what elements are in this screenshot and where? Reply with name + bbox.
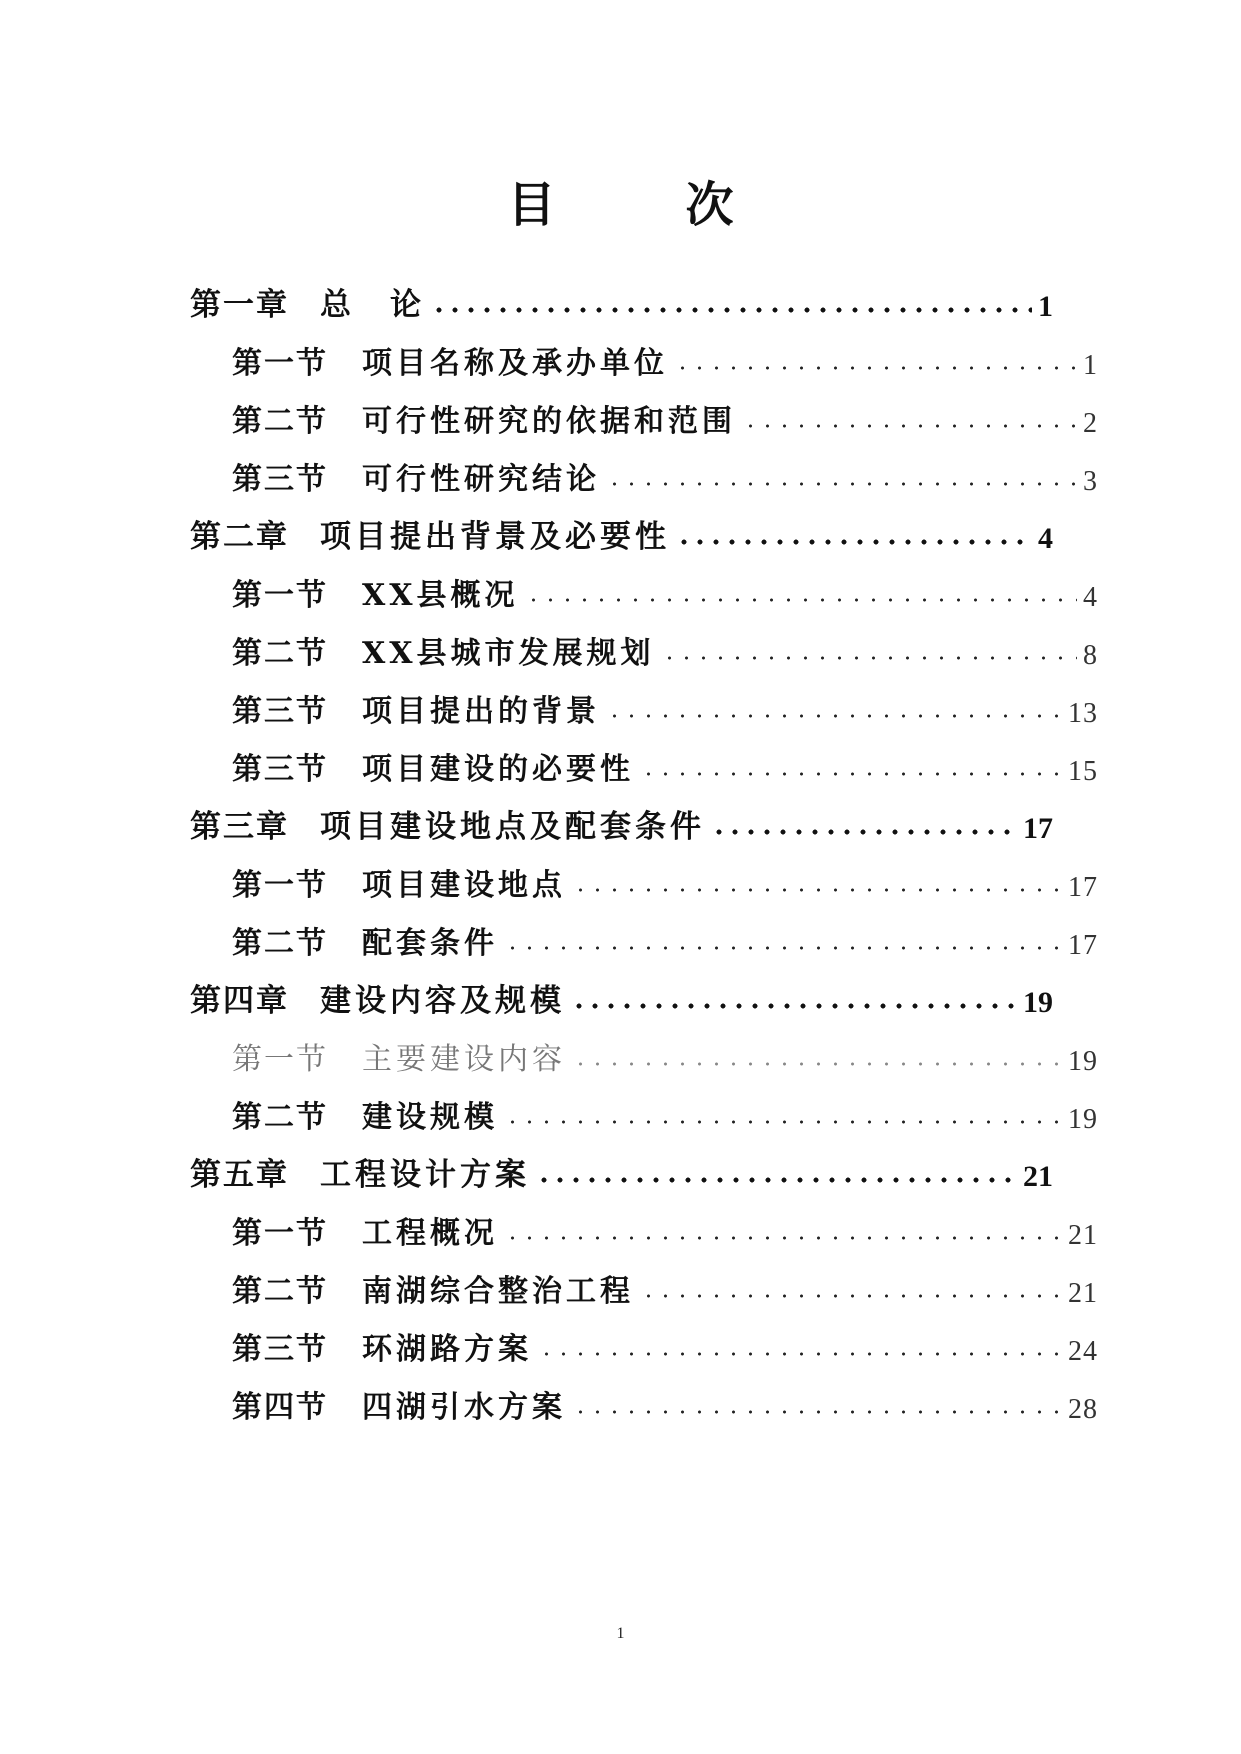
toc-entry-page-number: 17 xyxy=(1023,812,1053,845)
toc-dot-leader xyxy=(538,1349,1062,1359)
toc-entry-label: 第三节 xyxy=(232,694,328,729)
toc-entry-label: 第二节 xyxy=(232,926,328,961)
toc-dot-leader xyxy=(504,943,1062,953)
toc-entry-page-number: 21 xyxy=(1068,1278,1098,1309)
toc-dot-leader xyxy=(676,537,1032,547)
toc-entry-label: 第二章 xyxy=(190,519,289,555)
toc-entry-page-number: 19 xyxy=(1023,986,1053,1019)
toc-entry-label: 第三节 xyxy=(232,752,328,787)
toc-entry-page-number: 1 xyxy=(1038,290,1053,323)
toc-dot-leader xyxy=(640,1291,1062,1301)
toc-section-entry[interactable] xyxy=(232,570,1098,614)
toc-entry-title: 可行性研究结论 xyxy=(362,462,600,497)
toc-entry-title: 四湖引水方案 xyxy=(362,1390,566,1425)
toc-dot-leader xyxy=(431,305,1032,315)
toc-dot-leader xyxy=(606,479,1077,489)
toc-entry-title: 工程概况 xyxy=(362,1216,498,1251)
page-title-right: 次 xyxy=(685,177,734,233)
toc-dot-leader xyxy=(572,1059,1062,1069)
toc-entry-title: 工程设计方案 xyxy=(320,1157,530,1193)
toc-entry-page-number: 1 xyxy=(1083,350,1098,381)
toc-section-entry[interactable] xyxy=(232,338,1098,382)
toc-entry-page-number: 4 xyxy=(1038,522,1053,555)
toc-entry-page-number: 17 xyxy=(1068,930,1098,961)
toc-chapter-entry[interactable] xyxy=(190,280,1053,324)
toc-entry-label: 第五章 xyxy=(190,1157,289,1193)
toc-dot-leader xyxy=(572,1407,1062,1417)
toc-section-entry[interactable] xyxy=(232,454,1098,498)
toc-section-entry[interactable] xyxy=(232,1092,1098,1136)
toc-section-entry[interactable] xyxy=(232,1208,1098,1252)
toc-entry-label: 第三章 xyxy=(190,809,289,845)
toc-entry-page-number: 28 xyxy=(1068,1394,1098,1425)
toc-dot-leader xyxy=(571,1001,1017,1011)
toc-dot-leader xyxy=(711,827,1017,837)
toc-entry-page-number: 2 xyxy=(1083,408,1098,439)
toc-entry-title: 项目建设地点 xyxy=(362,868,566,903)
toc-entry-page-number: 4 xyxy=(1083,582,1098,613)
toc-entry-page-number: 17 xyxy=(1068,872,1098,903)
toc-entry-title: 总 论 xyxy=(320,287,425,323)
toc-entry-title: 项目提出的背景 xyxy=(362,694,600,729)
toc-section-entry[interactable] xyxy=(232,686,1098,730)
toc-entry-page-number: 19 xyxy=(1068,1104,1098,1135)
toc-entry-label: 第四节 xyxy=(232,1390,328,1425)
toc-section-entry[interactable] xyxy=(232,744,1098,788)
toc-entry-page-number: 8 xyxy=(1083,640,1098,671)
toc-chapter-entry[interactable] xyxy=(190,1150,1053,1194)
toc-section-entry[interactable] xyxy=(232,396,1098,440)
toc-entry-title: 项目名称及承办单位 xyxy=(362,346,668,381)
toc-section-entry[interactable] xyxy=(232,1324,1098,1368)
toc-entry-label: 第一节 xyxy=(232,868,328,903)
footer-page-number: 1 xyxy=(616,1625,625,1642)
toc-entry-page-number: 3 xyxy=(1083,466,1098,497)
toc-entry-label: 第一节 xyxy=(232,578,328,613)
toc-dot-leader xyxy=(742,421,1077,431)
toc-dot-leader xyxy=(572,885,1062,895)
toc-entry-title: 南湖综合整治工程 xyxy=(362,1274,634,1309)
toc-section-entry[interactable] xyxy=(232,1266,1098,1310)
toc-entry-label: 第一章 xyxy=(190,287,289,323)
toc-entry-title: 项目提出背景及必要性 xyxy=(320,519,670,555)
toc-dot-leader xyxy=(525,595,1077,605)
toc-entry-title: 环湖路方案 xyxy=(362,1332,532,1367)
toc-entry-title: 项目建设地点及配套条件 xyxy=(320,809,705,845)
toc-entry-label: 第一节 xyxy=(232,1216,328,1251)
toc-dot-leader xyxy=(504,1233,1062,1243)
toc-entry-label: 第一节 xyxy=(232,1042,328,1077)
toc-entry-page-number: 15 xyxy=(1068,756,1098,787)
toc-entry-title: XX县城市发展规划 xyxy=(362,636,655,671)
toc-section-entry[interactable] xyxy=(232,860,1098,904)
toc-entry-page-number: 13 xyxy=(1068,698,1098,729)
toc-section-entry[interactable] xyxy=(232,1034,1098,1078)
toc-dot-leader xyxy=(504,1117,1062,1127)
toc-entry-title: 建设规模 xyxy=(362,1100,498,1135)
toc-entry-page-number: 21 xyxy=(1068,1220,1098,1251)
toc-entry-label: 第二节 xyxy=(232,1274,328,1309)
toc-entry-label: 第二节 xyxy=(232,404,328,439)
toc-section-entry[interactable] xyxy=(232,1382,1098,1426)
toc-chapter-entry[interactable] xyxy=(190,802,1053,846)
toc-dot-leader xyxy=(536,1175,1017,1185)
toc-dot-leader xyxy=(640,769,1062,779)
toc-section-entry[interactable] xyxy=(232,918,1098,962)
toc-section-entry[interactable] xyxy=(232,628,1098,672)
toc-dot-leader xyxy=(674,363,1077,373)
toc-entry-title: XX县概况 xyxy=(362,578,519,613)
toc-entry-label: 第四章 xyxy=(190,983,289,1019)
toc-chapter-entry[interactable] xyxy=(190,512,1053,556)
toc-entry-label: 第三节 xyxy=(232,1332,328,1367)
page-title xyxy=(0,166,1241,235)
toc-dot-leader xyxy=(661,653,1077,663)
toc-entry-title: 项目建设的必要性 xyxy=(362,752,634,787)
toc-entry-title: 主要建设内容 xyxy=(362,1042,566,1077)
toc-dot-leader xyxy=(606,711,1062,721)
toc-entry-label: 第二节 xyxy=(232,636,328,671)
toc-entry-title: 配套条件 xyxy=(362,926,498,961)
toc-entry-page-number: 21 xyxy=(1023,1160,1053,1193)
toc-entry-title: 可行性研究的依据和范围 xyxy=(362,404,736,439)
toc-chapter-entry[interactable] xyxy=(190,976,1053,1020)
toc-entry-page-number: 19 xyxy=(1068,1046,1098,1077)
toc-entry-page-number: 24 xyxy=(1068,1336,1098,1367)
toc-entry-label: 第三节 xyxy=(232,462,328,497)
page-title-left: 目 xyxy=(507,177,556,233)
toc-entry-label: 第二节 xyxy=(232,1100,328,1135)
toc-entry-label: 第一节 xyxy=(232,346,328,381)
toc-entry-title: 建设内容及规模 xyxy=(320,983,565,1019)
